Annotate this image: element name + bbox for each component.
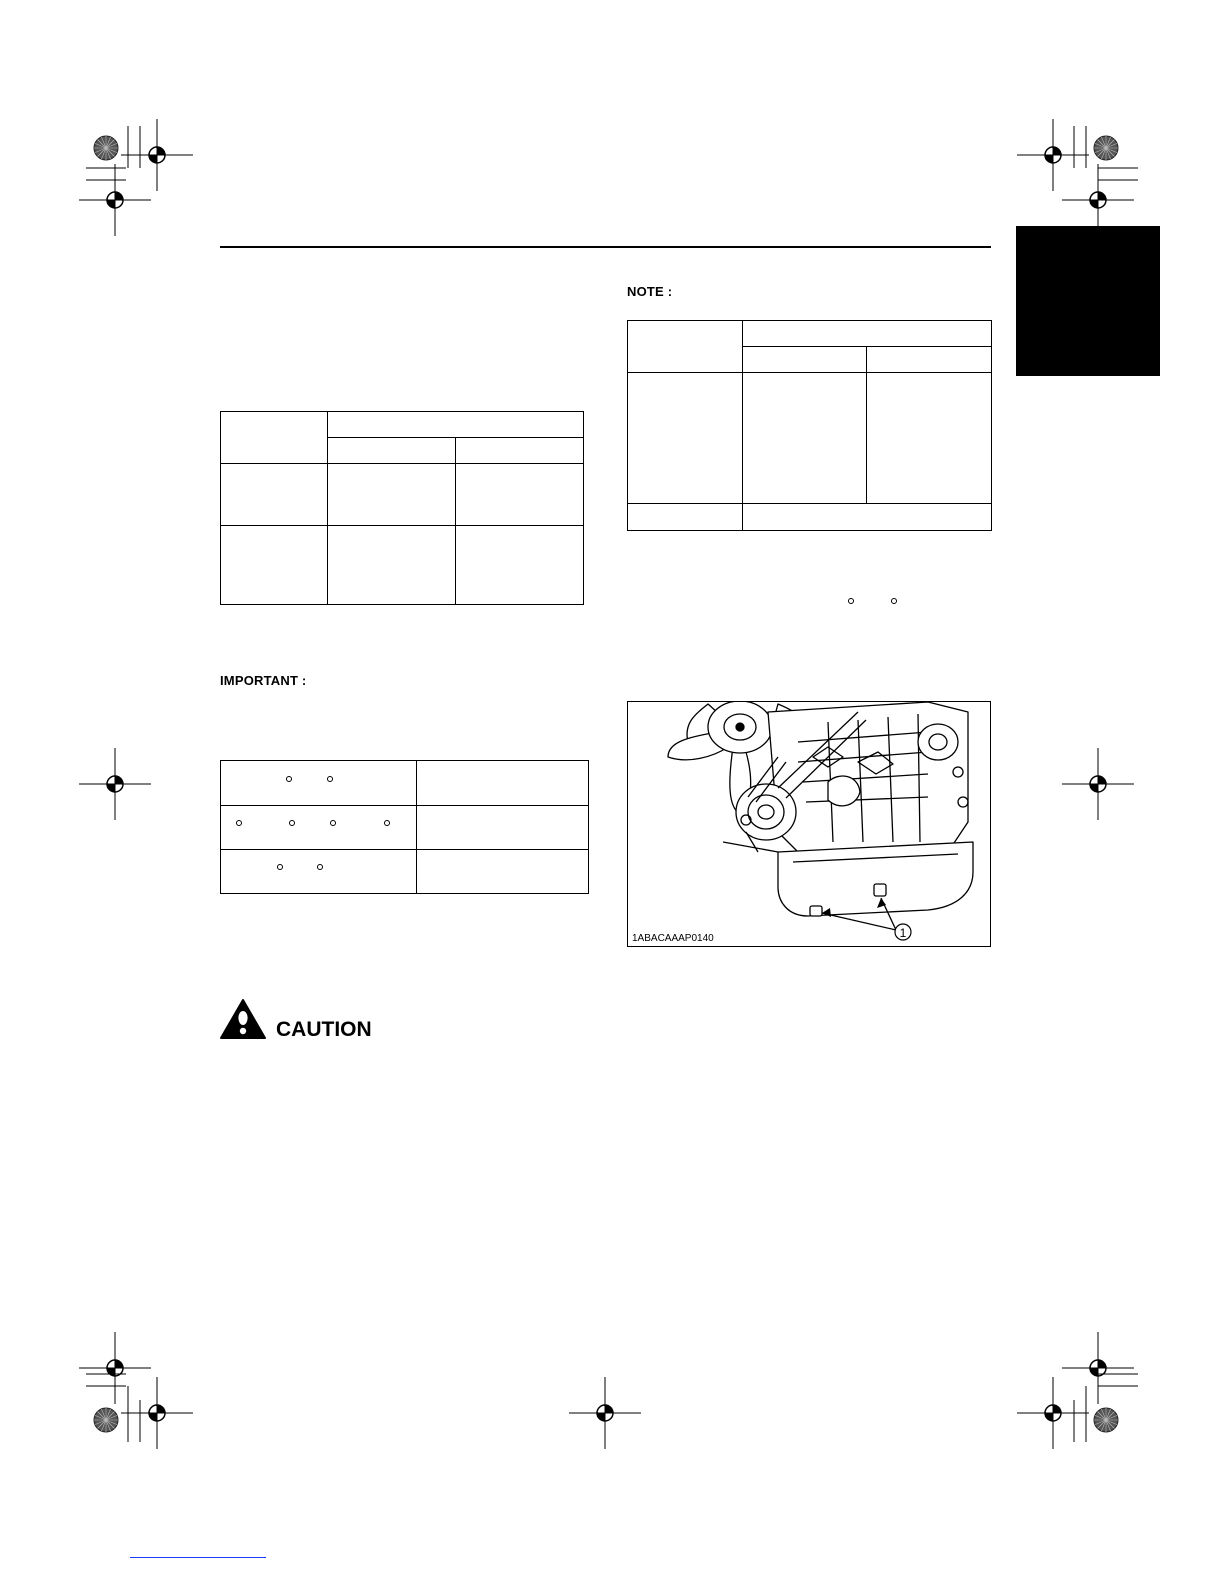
- degree-symbol: [317, 864, 323, 870]
- section-tab: [1016, 226, 1160, 376]
- degree-symbol: [289, 820, 295, 826]
- table-cell: [456, 438, 584, 464]
- degree-symbol: [891, 598, 897, 604]
- table-cell: [221, 850, 417, 894]
- left-lower-table: [220, 760, 589, 894]
- table-cell: [328, 438, 456, 464]
- figure-code: 1ABACAAAP0140: [632, 933, 714, 944]
- table-cell: [328, 464, 456, 526]
- degree-symbol: [330, 820, 336, 826]
- table-cell: [628, 373, 743, 504]
- table-cell: [417, 761, 589, 806]
- degree-symbol: [236, 820, 242, 826]
- table-cell: [328, 412, 584, 438]
- table-cell: [456, 464, 584, 526]
- table-cell: [221, 526, 328, 605]
- table-cell: [417, 850, 589, 894]
- table-cell: [221, 464, 328, 526]
- table-cell: [743, 347, 867, 373]
- engine-drawing: [628, 702, 990, 946]
- degree-symbol: [286, 776, 292, 782]
- table-cell: [417, 806, 589, 850]
- bottom-link-underline[interactable]: [130, 1557, 266, 1558]
- table-cell: [628, 504, 743, 531]
- important-label: IMPORTANT :: [220, 673, 307, 688]
- table-cell: [743, 321, 992, 347]
- left-upper-table: [220, 411, 584, 605]
- table-cell: [867, 347, 992, 373]
- table-cell: [743, 504, 992, 531]
- engine-figure: [627, 701, 991, 947]
- warning-triangle-icon: [220, 998, 266, 1040]
- table-cell: [456, 526, 584, 605]
- table-cell: [221, 761, 417, 806]
- header-rule: [220, 246, 991, 248]
- table-cell: [743, 373, 867, 504]
- degree-symbol: [277, 864, 283, 870]
- table-cell: [221, 806, 417, 850]
- degree-symbol: [327, 776, 333, 782]
- table-cell: [867, 373, 992, 504]
- note-label: NOTE :: [627, 284, 673, 299]
- caution-label: CAUTION: [276, 1018, 372, 1041]
- table-cell: [628, 321, 743, 373]
- degree-symbol: [848, 598, 854, 604]
- table-cell: [328, 526, 456, 605]
- degree-symbol: [384, 820, 390, 826]
- table-cell: [221, 412, 328, 464]
- callout-number: 1: [899, 926, 907, 940]
- right-table: [627, 320, 992, 531]
